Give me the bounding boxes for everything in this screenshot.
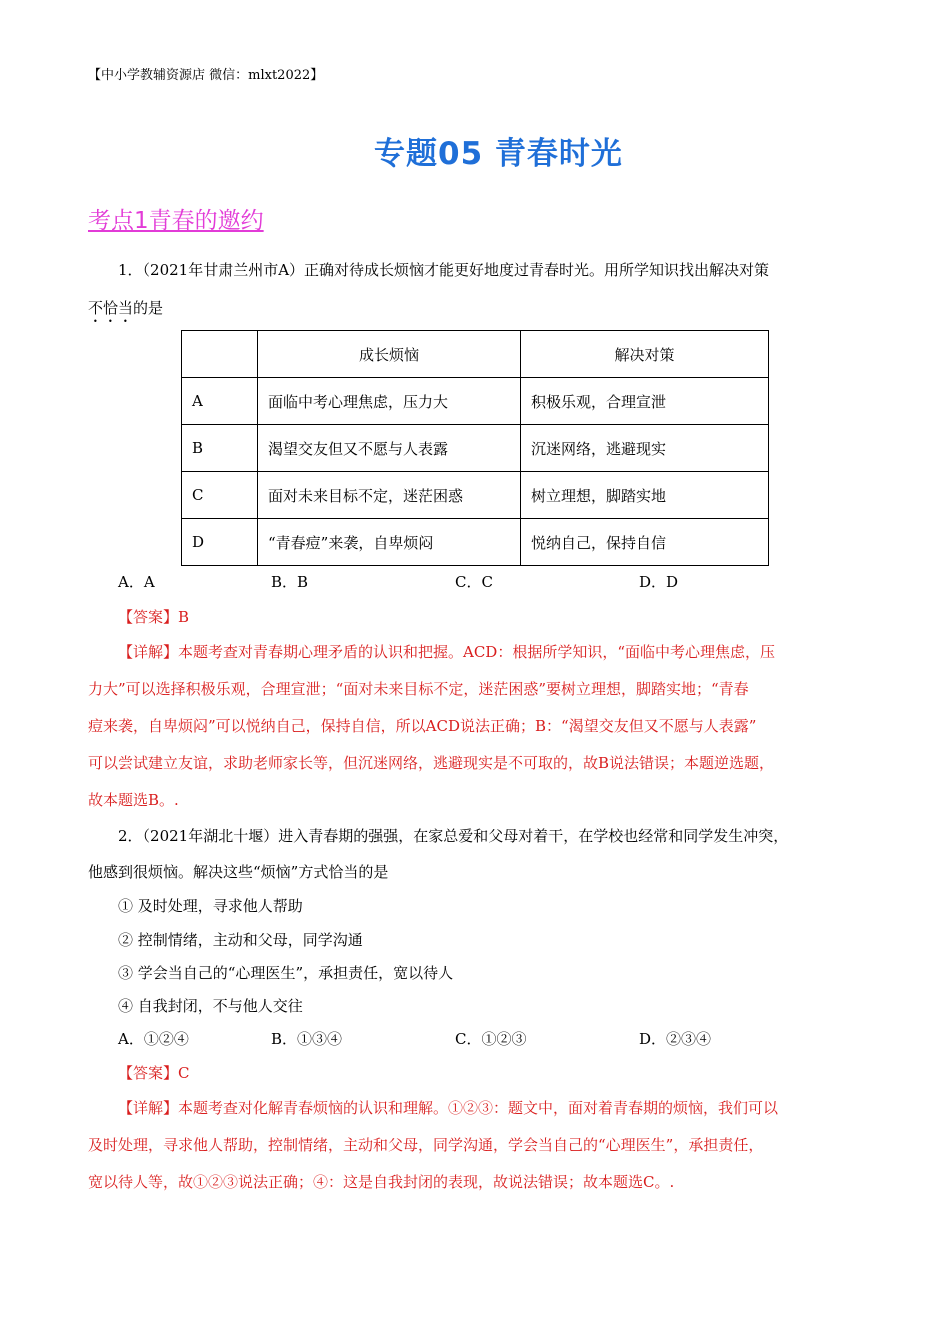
q1-detail-line: 【详解】本题考查对青春期心理矛盾的认识和把握。ACD：根据所学知识，“面临中考心理焦虑，压 bbox=[118, 643, 776, 661]
q1-detail-line: 力大”可以选择积极乐观，合理宣泄；“面对未来目标不定，迷茫困惑”要树立理想，脚踏实地；“青春 bbox=[88, 680, 749, 698]
q2-stem-line1: 2．（2021年湖北十堰）进入青春期的强强，在家总爱和父母对着干，在学校也经常和同学发生冲突， bbox=[118, 827, 789, 845]
header-note: 【中小学教辅资源店 微信：mlxt2022】 bbox=[88, 68, 324, 83]
table-row bbox=[182, 472, 769, 519]
q1-answer: 【答案】B bbox=[118, 608, 190, 626]
table-cell: 沉迷网络，逃避现实 bbox=[521, 425, 769, 472]
q2-statement: ① 及时处理，寻求他人帮助 bbox=[118, 897, 303, 915]
table-cell: D bbox=[182, 519, 258, 566]
table-cell: 渴望交友但又不愿与人表露 bbox=[258, 425, 521, 472]
q2-option-a: A．①②④ bbox=[118, 1030, 189, 1048]
table-cell: 面临中考心理焦虑，压力大 bbox=[258, 378, 521, 425]
table-cell: “青春痘”来袭，自卑烦闷 bbox=[258, 519, 521, 566]
q2-detail-line: 宽以待人等，故①②③说法正确；④：这是自我封闭的表现，故说法错误；故本题选C。. bbox=[88, 1173, 675, 1191]
table-cell: A bbox=[182, 378, 258, 425]
q1-stem-line1: 1．（2021年甘肃兰州市A）正确对待成长烦恼才能更好地度过青春时光。用所学知识找出解决对策 bbox=[118, 261, 770, 279]
table-header-cell: 解决对策 bbox=[521, 331, 769, 378]
table-header-cell bbox=[182, 331, 258, 378]
q2-statement: ③ 学会当自己的“心理医生”，承担责任，宽以待人 bbox=[118, 964, 454, 982]
q2-option-d: D．②③④ bbox=[639, 1030, 712, 1048]
q2-option-b: B．①③④ bbox=[271, 1030, 343, 1048]
section-title: 考点1青春的邀约 bbox=[88, 208, 264, 234]
q1-detail-line: 故本题选B。. bbox=[88, 791, 179, 809]
q2-statement: ② 控制情绪，主动和父母，同学沟通 bbox=[118, 931, 363, 949]
q2-option-c: C．①②③ bbox=[455, 1030, 527, 1048]
q2-stem-line2: 他感到很烦恼。解决这些“烦恼”方式恰当的是 bbox=[88, 863, 389, 881]
q1-detail-line: 可以尝试建立友谊，求助老师家长等，但沉迷网络，逃避现实是不可取的，故B说法错误；本题逆选题， bbox=[88, 754, 775, 772]
q1-option-a: A．A bbox=[118, 573, 155, 591]
q1-option-c: C．C bbox=[455, 573, 493, 591]
table-cell: 悦纳自己，保持自信 bbox=[521, 519, 769, 566]
q2-detail-line: 及时处理，寻求他人帮助，控制情绪，主动和父母，同学沟通，学会当自己的“心理医生”，承担责任， bbox=[88, 1136, 764, 1154]
table-cell: C bbox=[182, 472, 258, 519]
q2-answer: 【答案】C bbox=[118, 1064, 190, 1082]
table-row bbox=[182, 519, 769, 566]
q1-stem-tail: 的是 bbox=[133, 299, 164, 317]
q1-option-b: B．B bbox=[271, 573, 309, 591]
q2-detail-line: 【详解】本题考查对化解青春烦恼的认识和理解。①②③：题文中，面对着青春期的烦恼，我们可以 bbox=[118, 1099, 779, 1117]
solutions-table bbox=[181, 330, 769, 566]
q1-stem-line2 bbox=[88, 298, 860, 326]
table-cell: 树立理想，脚踏实地 bbox=[521, 472, 769, 519]
table-cell: B bbox=[182, 425, 258, 472]
table-cell: 面对未来目标不定，迷茫困惑 bbox=[258, 472, 521, 519]
q1-stem-emphasis: 不恰当 bbox=[88, 299, 134, 317]
table-header-cell: 成长烦恼 bbox=[258, 331, 521, 378]
table-header-row bbox=[182, 331, 769, 378]
table-row bbox=[182, 425, 769, 472]
document-title: 专题05 青春时光 bbox=[374, 136, 623, 172]
q1-option-d: D．D bbox=[639, 573, 679, 591]
q1-detail-line: 痘来袭，自卑烦闷”可以悦纳自己，保持自信，所以ACD说法正确；B：“渴望交友但又不愿与人表露” bbox=[88, 717, 757, 735]
table-cell: 积极乐观，合理宣泄 bbox=[521, 378, 769, 425]
table-row bbox=[182, 378, 769, 425]
q2-statement: ④ 自我封闭，不与他人交往 bbox=[118, 997, 303, 1015]
